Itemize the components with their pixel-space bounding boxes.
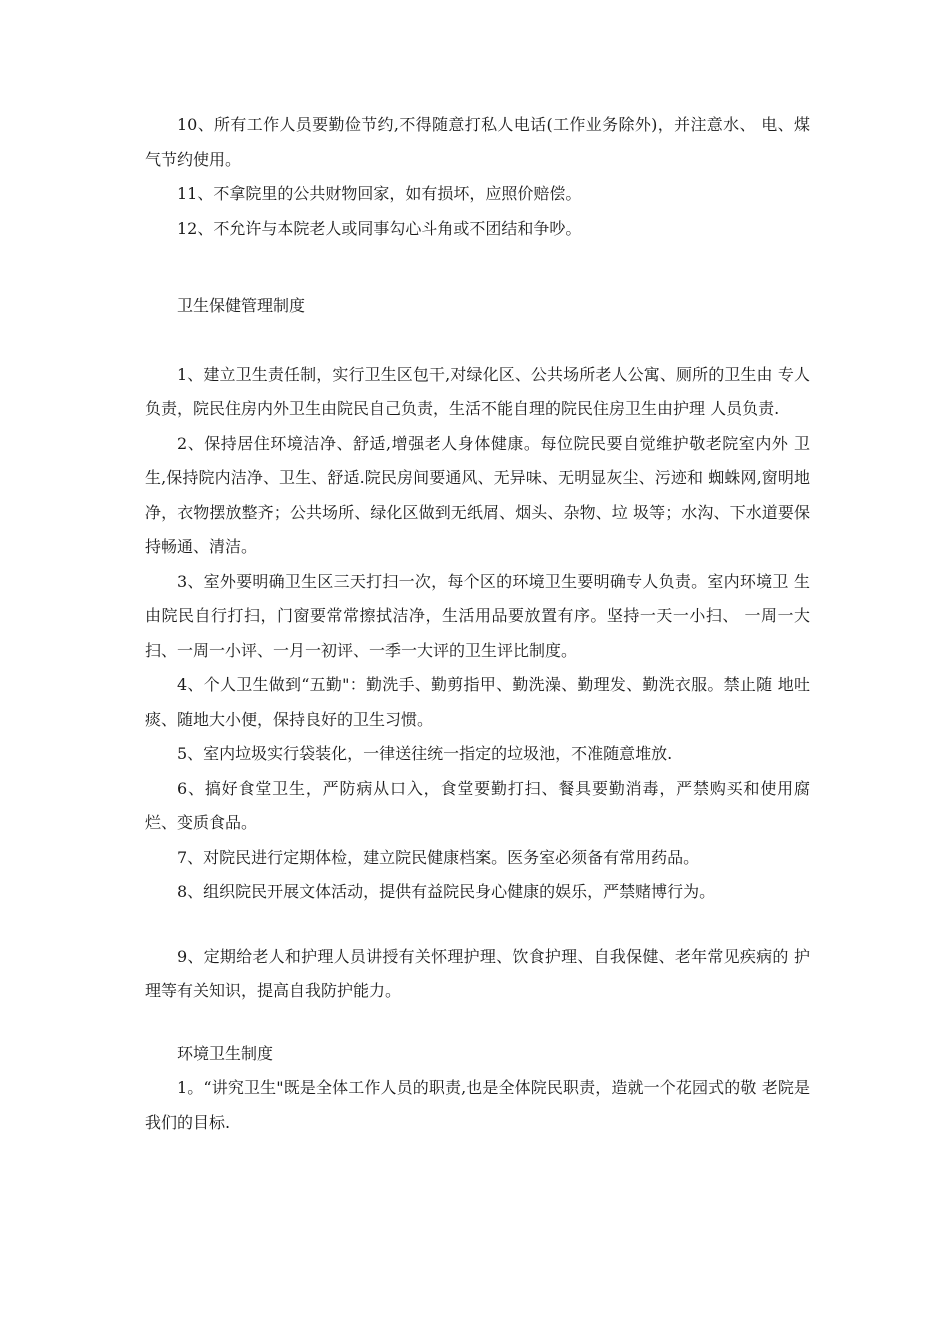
rule-item-11: 11、不拿院里的公共财物回家，如有损坏，应照价赔偿。 [177,184,582,203]
spacer [145,246,810,289]
health-item-6: 6、搞好食堂卫生，严防病从口入，食堂要勤打扫、餐具要勤消毒，严禁购买和使用腐 烂、变质食品。 [145,778,810,832]
health-item-4: 4、个人卫生做到“五勤"：勤洗手、勤剪指甲、勤洗澡、勤理发、勤洗衣服。禁止随 地吐痰、随地大小便，保持良好的卫生习惯。 [145,675,810,729]
health-item-9: 9、定期给老人和护理人员讲授有关怀理护理、饮食护理、自我保健、老年常见疾病的 护理等有关知识，提高自我防护能力。 [145,946,810,1000]
rule-item-10: 10、所有工作人员要勤俭节约,不得随意打私人电话(工作业务除外)，并注意水、 电、煤气节约使用。 [145,115,810,169]
health-section-title: 卫生保健管理制度 [177,296,306,315]
spacer [145,910,810,940]
env-section [145,1071,810,1140]
spacer [145,324,810,358]
staff-rules-section [145,108,810,246]
env-section-title: 环境卫生制度 [177,1043,274,1063]
health-item-8: 8、组织院民开展文体活动，提供有益院民身心健康的娱乐，严禁赌博行为。 [177,882,716,901]
health-item-7: 7、对院民进行定期体检，建立院民健康档案。医务室必须备有常用药品。 [177,847,700,867]
health-item-3: 3、室外要明确卫生区三天打扫一次，每个区的环境卫生要明确专人负责。室内环境卫 生由院民自行打扫，门窗要常常擦拭洁净，生活用品要放置有序。坚持一天一小扫、 一周一大扫、一周一小评、一月一初评、一季一大评的卫生评比制度。 [145,571,810,660]
spacer [145,1009,810,1037]
rule-item-12: 12、不允许与本院老人或同事勾心斗角或不团结和争吵。 [177,218,582,238]
health-section [145,358,810,910]
health-item-5: 5、室内垃圾实行袋装化，一律送往统一指定的垃圾池，不准随意堆放. [177,744,673,763]
health-item-2: 2、保持居住环境洁净、舒适,增强老人身体健康。每位院民要自觉维护敬老院室内外 卫生,保持院内洁净、卫生、舒适.院民房间要通风、无异味、无明显灰尘、污迹和 蜘蛛网,窗明地净，衣物摆放整齐；公共场所、绿化区做到无纸屑、烟头、杂物、垃 圾等；水沟、下水道要保持畅通、清洁。 [145,433,810,556]
env-item-1: 1。“讲究卫生"既是全体工作人员的职责,也是全体院民职责，造就一个花园式的敬 老院是我们的目标. [145,1078,810,1132]
document-page [145,108,810,1140]
health-item-1: 1、建立卫生责任制，实行卫生区包干,对绿化区、公共场所老人公寓、厕所的卫生由 专人负责，院民住房内外卫生由院民自己负责，生活不能自理的院民住房卫生由护理 人员负责. [145,364,810,418]
